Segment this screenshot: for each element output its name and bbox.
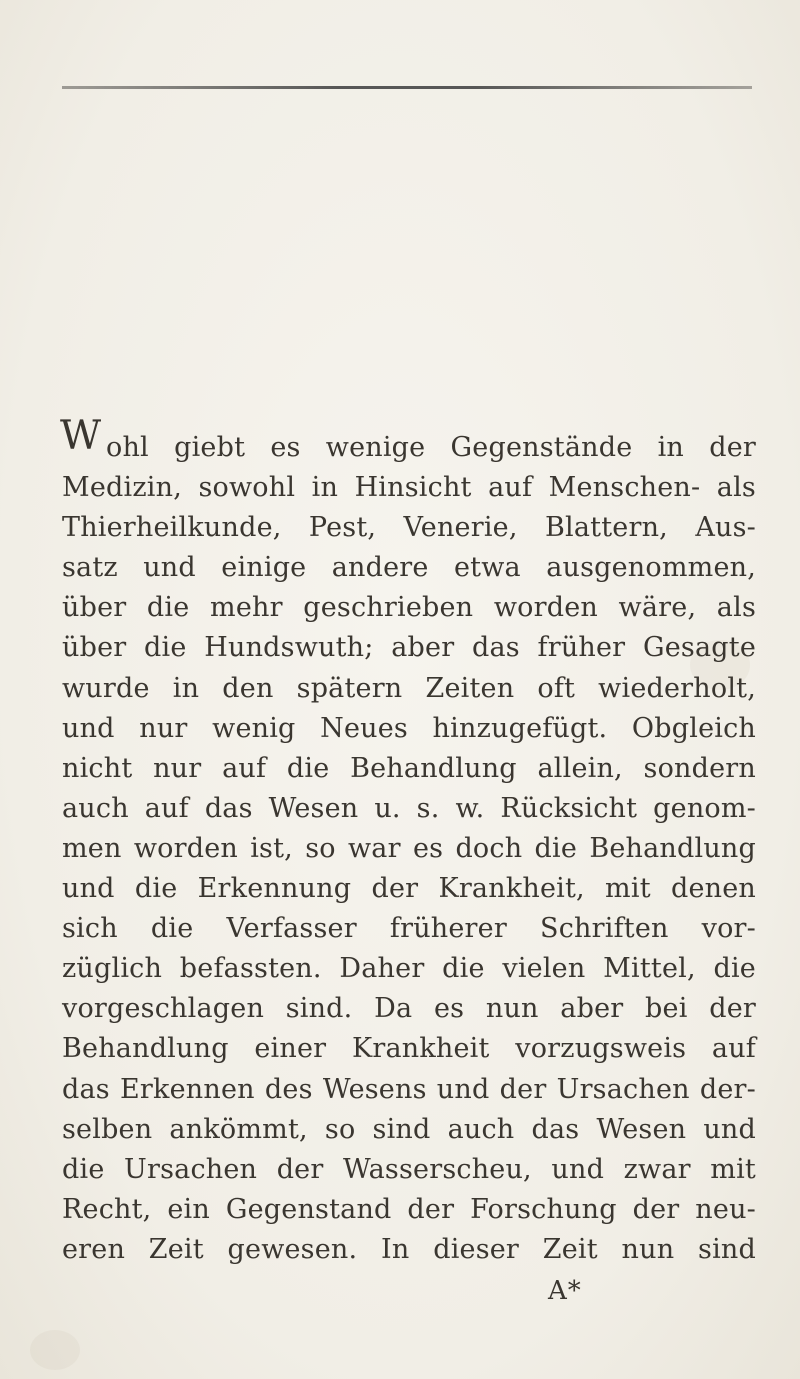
text-line: nicht nur auf die Behandlung allein, sondern [62,752,756,784]
catchword: A* [548,1276,582,1306]
text-line: Recht, ein Gegenstand der Forschung der neu- [62,1193,756,1225]
text-line: über die Hundswuth; aber das früher Gesagte [62,632,756,664]
text-line: Behandlung einer Krankheit vorzugsweis auf [62,1033,756,1065]
drop-cap: W [60,413,102,459]
text-line: und nur wenig Neues hinzugefügt. Obgleich [62,712,756,744]
body-paragraph [60,413,756,1270]
text-line: über die mehr geschrieben worden wäre, als [62,592,756,624]
text-line: vorgeschlagen sind. Da es nun aber bei der [62,993,756,1025]
text-line [60,413,756,468]
paper-stain [30,1330,80,1370]
text-line: selben ankömmt, so sind auch das Wesen und [62,1113,756,1145]
text-line: züglich befassten. Daher die vielen Mittel, die [62,953,756,985]
text-line: die Ursachen der Wasserscheu, und zwar mit [62,1153,756,1185]
text-line: eren Zeit gewesen. In dieser Zeit nun sind [62,1233,756,1265]
text-line: das Erkennen des Wesens und der Ursachen der- [62,1073,756,1105]
text-line: und die Erkennung der Krankheit, mit denen [62,873,756,905]
text-line-content: ohl giebt es wenige Gegenstände in der [106,432,756,463]
text-line: wurde in den spätern Zeiten oft wiederholt, [62,672,756,704]
text-line: auch auf das Wesen u. s. w. Rücksicht genom- [62,792,756,824]
text-line: sich die Verfasser früherer Schriften vor- [62,913,756,945]
text-line: satz und einige andere etwa ausgenommen, [62,552,756,584]
text-line: men worden ist, so war es doch die Behandlung [62,832,756,864]
text-line: Medizin, sowohl in Hinsicht auf Menschen- als [62,472,756,504]
header-rule [62,86,752,89]
text-line: Thierheilkunde, Pest, Venerie, Blattern, Aus- [62,512,756,544]
